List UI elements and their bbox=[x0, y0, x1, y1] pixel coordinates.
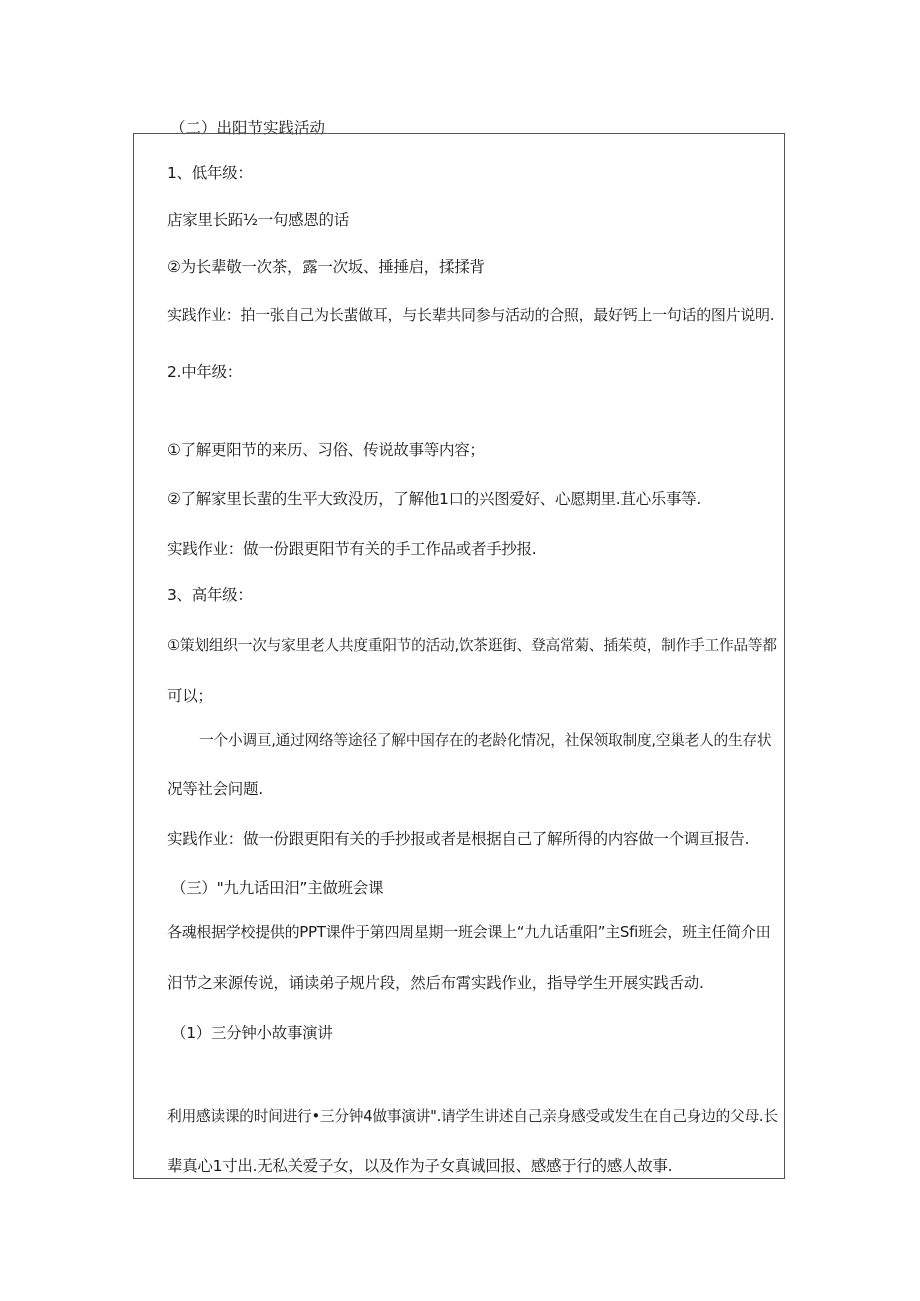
text-line: 汨节之来源传说，诵读弟子规片段，然后布霄实践作业，指导学生开展实践舌动. bbox=[167, 974, 704, 992]
text-line: 各魂根据学校提供的PPT课件于第四周星期一班会课上“九九话重阳”主Sfi班会，班主任简介田 bbox=[167, 923, 771, 941]
text-line: 实践作业：拍一张自己为长蜚做耳，与长辈共同参与活动的合照，最好钙上一句话的图片说明. bbox=[167, 306, 775, 324]
text-line: 店家里长跖½一句感恩的话 bbox=[167, 211, 349, 229]
text-line: ②了解家里长蜚的生平大致没历，了解他1口的兴图爱好、心愿期里.苴心乐事等. bbox=[167, 490, 702, 508]
text-line: 2.中年级： bbox=[167, 363, 242, 381]
text-line: 一个小调亘,通过网络等途径了解中国存在的老龄化情况，社保领取制度,空巢老人的生存状 bbox=[199, 732, 772, 749]
text-line: （三）"九九话田汨”主做班会课 bbox=[171, 879, 384, 897]
text-line: ①策划组织一次与家里老人共度重阳节的活动,饮茶逛街、登高常菊、插茱萸，制作手工作品等都 bbox=[167, 637, 777, 654]
text-line: 实践作业：做一份跟更阳节有关的手工作品或者手抄报. bbox=[167, 540, 537, 558]
text-line: ①了解更阳节的来历、习俗、传说故事等内容； bbox=[167, 441, 485, 459]
text-line: 3、高年级： bbox=[167, 586, 253, 604]
content-box bbox=[133, 133, 785, 1179]
text-line: ②为长辈敬一次茶，露一次坂、捶捶启，揉揉背 bbox=[167, 258, 485, 276]
text-line: 可以； bbox=[167, 687, 213, 705]
text-line: 况等社会问题. bbox=[167, 780, 263, 798]
text-line: 利用感读课的时间进行•三分钟4做事演讲".请学生讲述自己亲身感受或发生在自己身边的父母.长 bbox=[167, 1108, 778, 1125]
text-line: 实践作业：做一份跟更阳有关的手抄报或者是根据自己了解所得的内容做一个调亘报告. bbox=[167, 830, 750, 848]
text-line: 1、低年级： bbox=[167, 164, 253, 182]
text-line: （1）三分钟小故事演讲 bbox=[171, 1024, 333, 1042]
section-heading: （二）出阳节实践活动 bbox=[170, 119, 326, 137]
text-line: 辈真心1寸出.无私关爱子女，以及作为子女真诚回报、感感于行的感人故事. bbox=[167, 1157, 673, 1175]
